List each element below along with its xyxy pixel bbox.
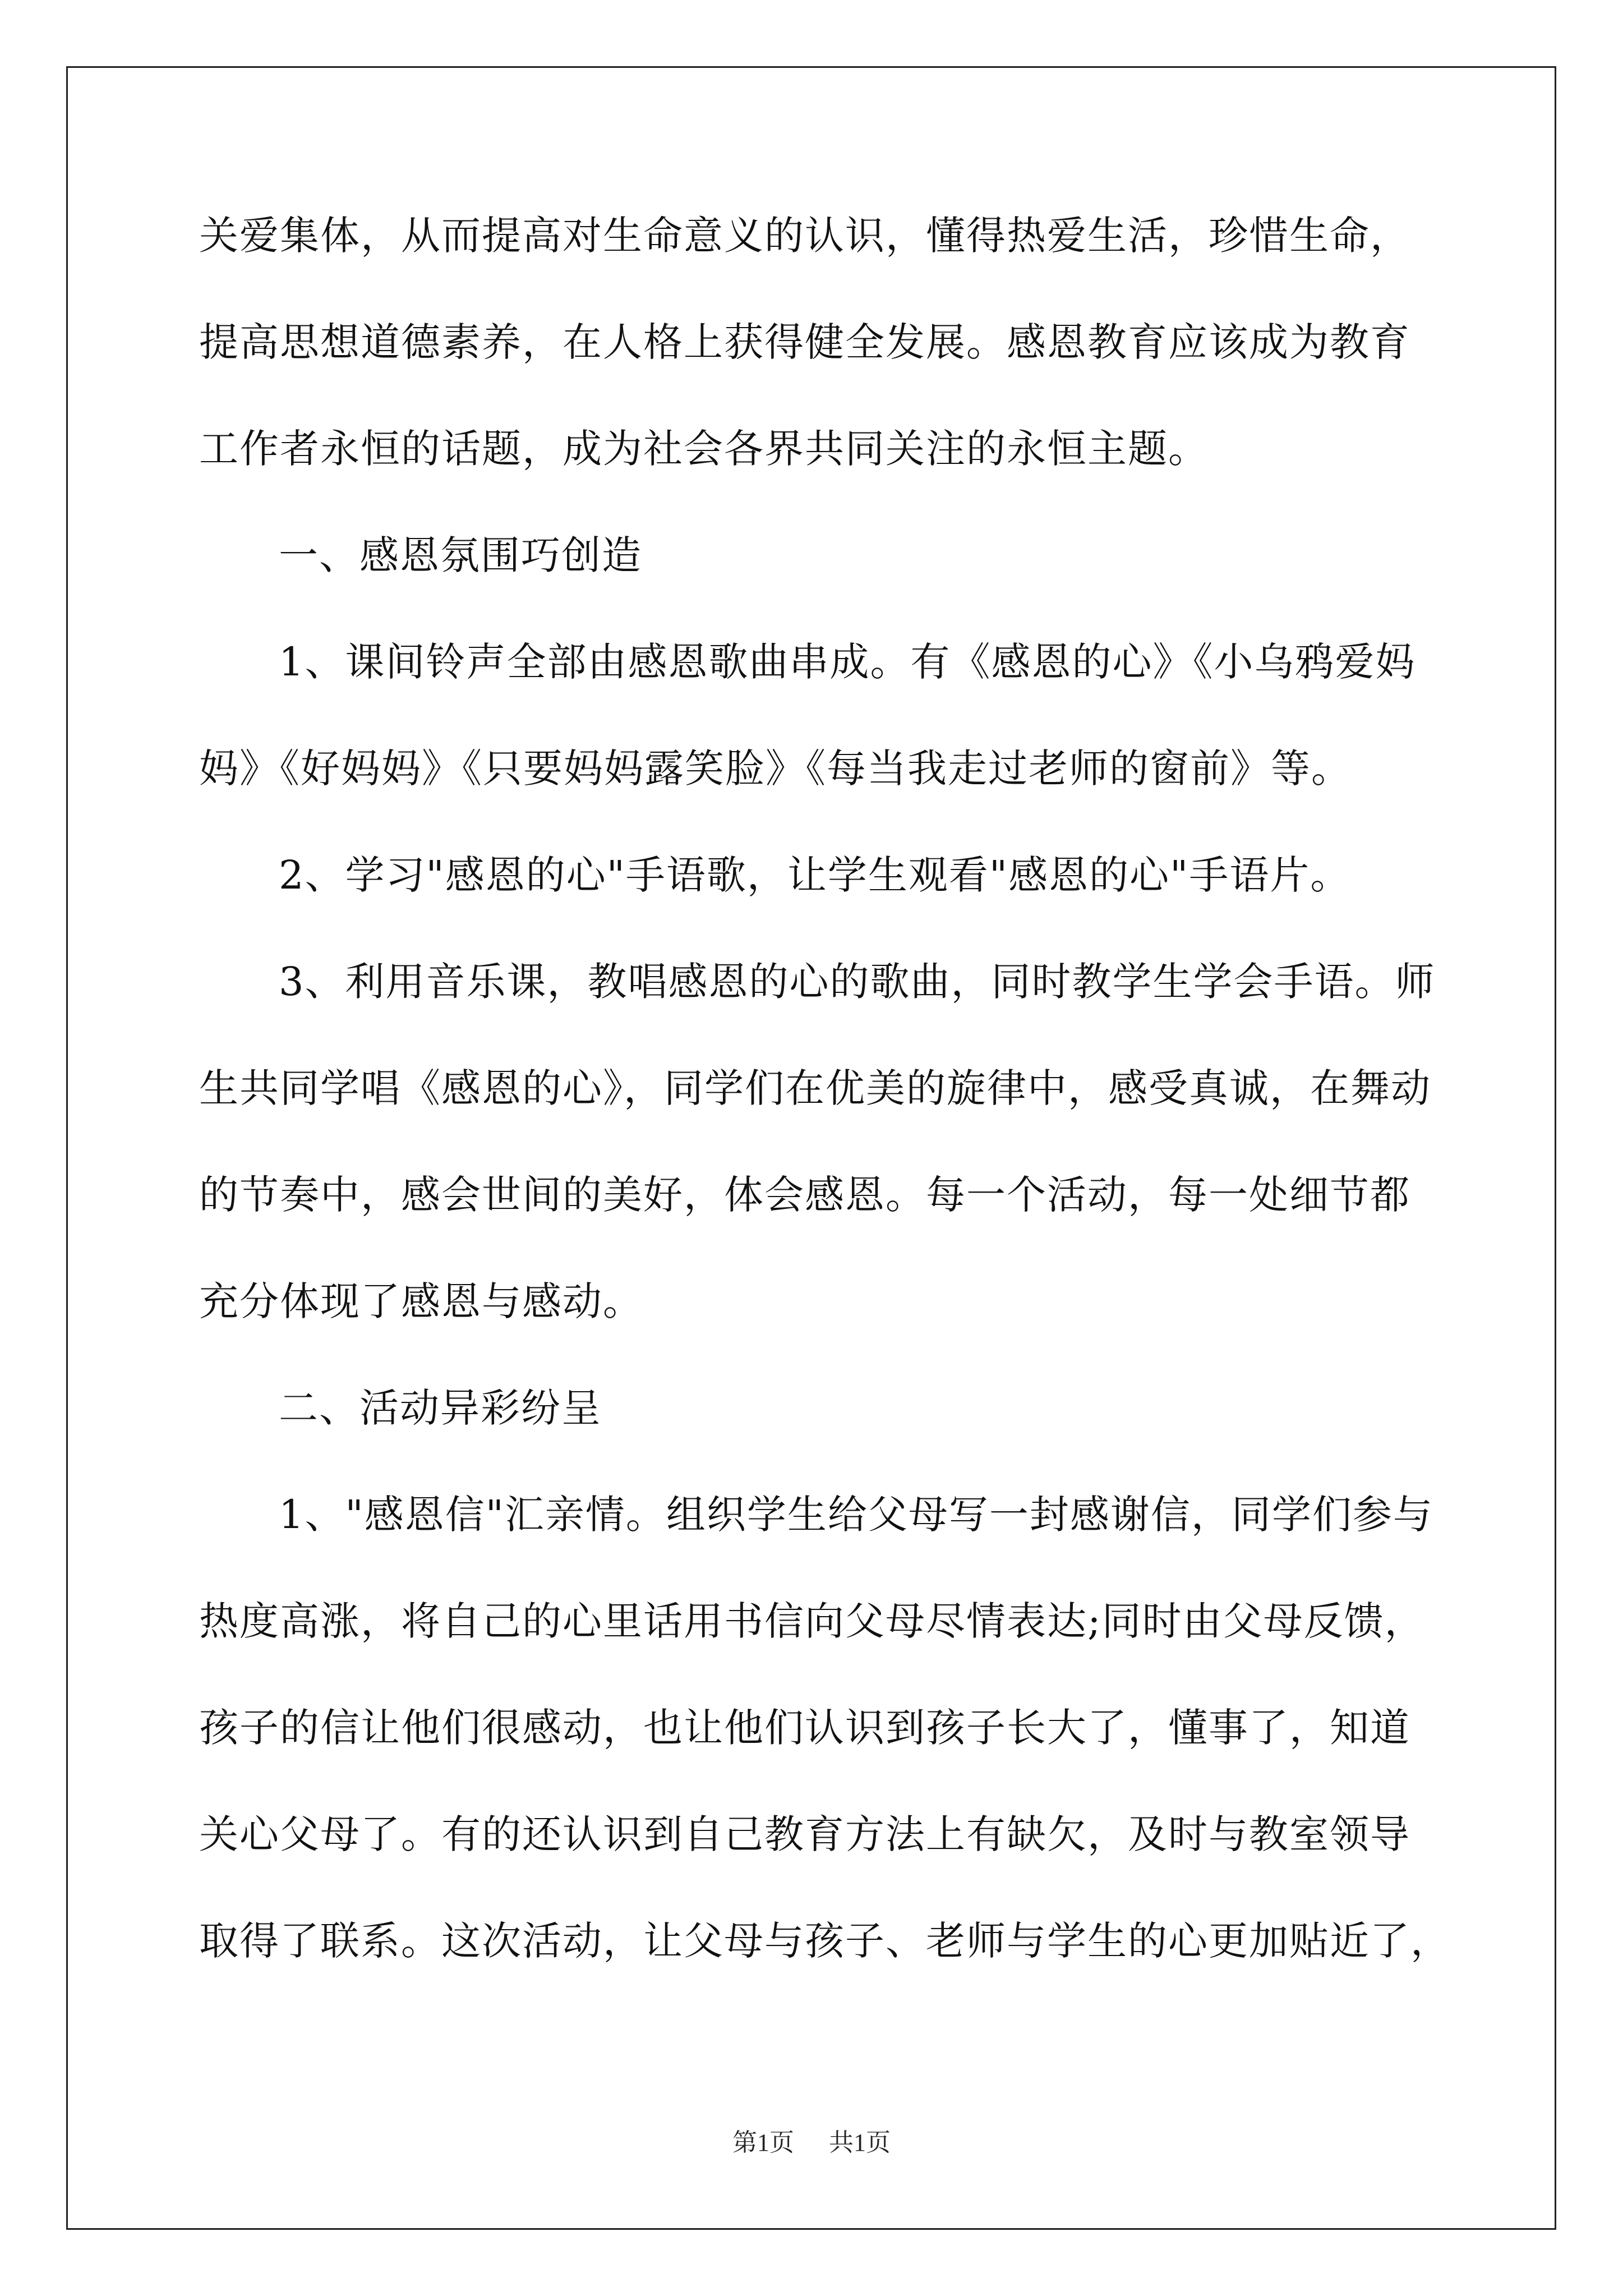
- body-line: 关心父母了。有的还认识到自己教育方法上有缺欠，及时与教室领导: [199, 1811, 1410, 1857]
- section-heading: 二、活动异彩纷呈: [279, 1385, 602, 1431]
- body-line: 2、学习"感恩的心"手语歌，让学生观看"感恩的心"手语片。: [279, 852, 1351, 898]
- body-line: 充分体现了感恩与感动。: [199, 1278, 643, 1324]
- body-line: 1、课间铃声全部由感恩歌曲串成。有《感恩的心》《小乌鸦爱妈: [279, 639, 1416, 685]
- body-line: 孩子的信让他们很感动，也让他们认识到孩子长大了，懂事了，知道: [199, 1705, 1410, 1751]
- body-line: 的节奏中，感会世间的美好，体会感恩。每一个活动，每一处细节都: [199, 1172, 1410, 1218]
- body-line: 热度高涨，将自己的心里话用书信向父母尽情表达;同时由父母反馈，: [199, 1598, 1425, 1644]
- page-total: 共1页: [829, 2129, 891, 2156]
- body-line: 妈》《好妈妈》《只要妈妈露笑脸》《每当我走过老师的窗前》等。: [199, 746, 1352, 792]
- body-line: 提高思想道德素养，在人格上获得健全发展。感恩教育应该成为教育: [199, 319, 1410, 365]
- body-line: 工作者永恒的话题，成为社会各界共同关注的永恒主题。: [199, 426, 1209, 472]
- body-line: 生共同学唱《感恩的心》，同学们在优美的旋律中，感受真诚，在舞动: [199, 1065, 1431, 1111]
- body-line: 取得了联系。这次活动，让父母与孩子、老师与学生的心更加贴近了，: [199, 1918, 1451, 1964]
- page-border: [66, 66, 1556, 2230]
- page-number: 第1页: [732, 2129, 794, 2156]
- body-line: 3、利用音乐课，教唱感恩的心的歌曲，同时教学生学会手语。师: [279, 959, 1436, 1005]
- section-heading: 一、感恩氛围巧创造: [279, 532, 642, 578]
- body-line: 关爱集体，从而提高对生命意义的认识，懂得热爱生活，珍惜生命，: [199, 213, 1410, 259]
- body-line: 1、"感恩信"汇亲情。组织学生给父母写一封感谢信，同学们参与: [279, 1492, 1433, 1538]
- page-footer: [0, 2126, 1623, 2160]
